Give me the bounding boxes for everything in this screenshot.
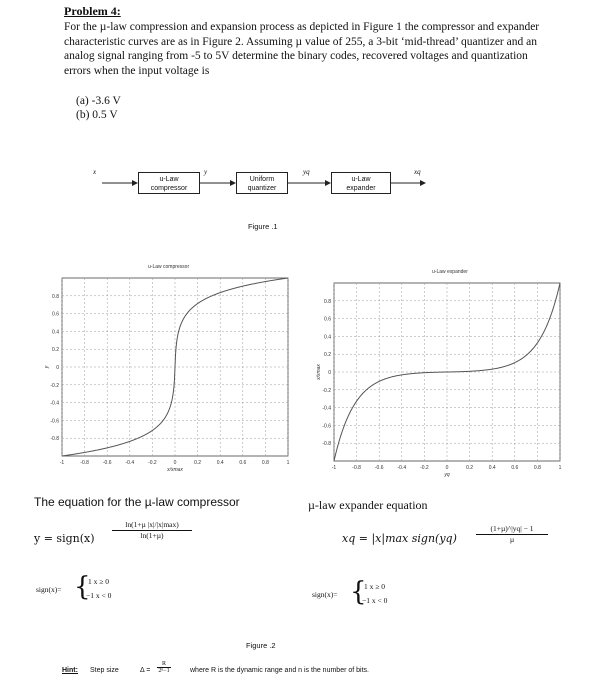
y-tick-label: -0.6	[50, 418, 59, 425]
y-tick-label: -0.4	[322, 405, 331, 412]
hint-description: where R is the dynamic range and n is the number of bits.	[190, 667, 369, 674]
x-tick-label: 0.8	[533, 465, 541, 471]
x-axis-label: x/xmax	[167, 467, 183, 473]
y-tick-label: 0.2	[52, 347, 59, 354]
problem-title: Problem 4:	[64, 4, 121, 18]
x-tick-label: 0.4	[216, 460, 224, 466]
sign-case2-left: −1 x < 0	[86, 591, 112, 600]
y-tick-label: 0.2	[324, 352, 331, 359]
quantizer-block	[236, 172, 288, 194]
x-tick-label: 0.2	[194, 460, 202, 466]
x-tick-label: -0.2	[420, 465, 429, 471]
compressor-plot	[40, 272, 300, 482]
y-tick-label: -0.6	[322, 423, 331, 430]
x-tick-label: -0.8	[80, 460, 89, 466]
compressor-denominator: ln(1+µ)	[140, 531, 164, 540]
y-tick-label: 0.8	[52, 293, 59, 300]
y-tick-label: -0.8	[322, 441, 331, 448]
x-tick-label: 0	[173, 460, 177, 466]
signal-x-label: x	[93, 168, 97, 176]
quantizer-line1: Uniform	[249, 176, 275, 183]
sign-case1-right: 1 x ≥ 0	[364, 582, 385, 591]
x-tick-label: -0.6	[102, 460, 112, 466]
expander-denominator: µ	[509, 535, 515, 544]
compressor-fraction	[112, 520, 192, 540]
figure2-caption: Figure .2	[246, 641, 276, 650]
expander-line2: expander	[346, 185, 376, 192]
y-tick-label: -0.2	[50, 382, 59, 389]
compressor-line1: u-Law	[159, 176, 179, 183]
compressor-lhs: y = sign(x)	[34, 532, 95, 545]
expander-plot-title: u-Law expander	[432, 269, 468, 275]
expander-fraction	[476, 524, 548, 544]
x-tick-label: -0.6	[374, 465, 384, 471]
x-tick-label: -1	[331, 465, 337, 471]
y-tick-label: 0.4	[52, 329, 59, 336]
x-tick-label: -0.4	[125, 460, 135, 466]
expander-line1: u-Law	[351, 176, 371, 183]
brace-right: {	[350, 577, 367, 607]
x-tick-label: -0.8	[352, 465, 361, 471]
x-tick-label: 0.2	[466, 465, 474, 471]
option-b: (b) 0.5 V	[76, 109, 118, 121]
signal-yq-label: yq	[303, 168, 310, 176]
compressor-block	[138, 172, 200, 194]
sign-case2-right: −1 x < 0	[362, 596, 388, 605]
y-axis-label: y	[44, 365, 50, 369]
y-tick-label: 0.4	[324, 334, 331, 341]
x-tick-label: 0.4	[488, 465, 496, 471]
expander-equation-heading: µ-law expander equation	[308, 498, 428, 512]
y-tick-label: -0.4	[50, 400, 59, 407]
hint-fraction	[157, 661, 171, 674]
compressor-plot-title: u-Law compressor	[148, 264, 190, 270]
x-tick-label: 1	[286, 460, 290, 466]
hint-step-size: Step size	[90, 667, 119, 674]
hint-label: Hint:	[62, 667, 78, 674]
y-axis-label: x/xmax	[316, 364, 322, 380]
hint-delta: Δ =	[140, 667, 151, 674]
expander-plot	[312, 277, 577, 487]
sign-case1-left: 1 x ≥ 0	[88, 577, 109, 586]
x-tick-label: 0.6	[511, 465, 519, 471]
y-tick-label: 0.6	[324, 316, 331, 323]
quantizer-line2: quantizer	[247, 185, 277, 192]
compressor-equation-heading: The equation for the µ-law compressor	[34, 495, 240, 509]
sign-label-right: sign(x)=	[312, 590, 338, 599]
x-tick-label: 0	[445, 465, 449, 471]
x-tick-label: -0.4	[397, 465, 407, 471]
x-tick-label: 0.6	[239, 460, 247, 466]
signal-xq-label: xq	[414, 168, 421, 176]
expander-lhs: xq = |x|max sign(yq)	[342, 532, 457, 545]
x-tick-label: -0.2	[148, 460, 157, 466]
hint-frac-num: R	[157, 661, 171, 668]
brace-left: {	[74, 572, 91, 602]
option-a: (a) -3.6 V	[76, 95, 121, 107]
y-tick-label: -0.8	[50, 436, 59, 443]
sign-label-left: sign(x)=	[36, 585, 62, 594]
hint-frac-den: 2ⁿ−1	[158, 668, 170, 674]
y-tick-label: 0	[56, 365, 59, 371]
problem-statement: For the µ-law compression and expansion process as depicted in Figure 1 the compressor and expander characteristic curves are as in Figure 2. Assuming µ value of 255, a 3-bit ‘mid-thread’ quantizer and an analog signal ranging from -5 to 5V determine the binary codes, recovered voltages and quantization errors when the input voltage is	[64, 21, 540, 77]
x-tick-label: 0.8	[261, 460, 269, 466]
compressor-numerator: ln(1+µ |x|/|x|max)	[112, 520, 192, 531]
y-tick-label: 0	[328, 370, 331, 376]
expander-numerator: (1+µ)^|yq| − 1	[476, 524, 548, 535]
x-tick-label: -1	[59, 460, 65, 466]
signal-y-label: y	[204, 168, 208, 176]
y-tick-label: -0.2	[322, 387, 331, 394]
compressor-line2: compressor	[150, 185, 188, 192]
expander-block	[331, 172, 391, 194]
x-tick-label: 1	[558, 465, 562, 471]
y-tick-label: 0.8	[324, 298, 331, 305]
figure1-caption: Figure .1	[248, 222, 278, 231]
y-tick-label: 0.6	[52, 311, 59, 318]
x-axis-label: yq	[444, 472, 450, 478]
